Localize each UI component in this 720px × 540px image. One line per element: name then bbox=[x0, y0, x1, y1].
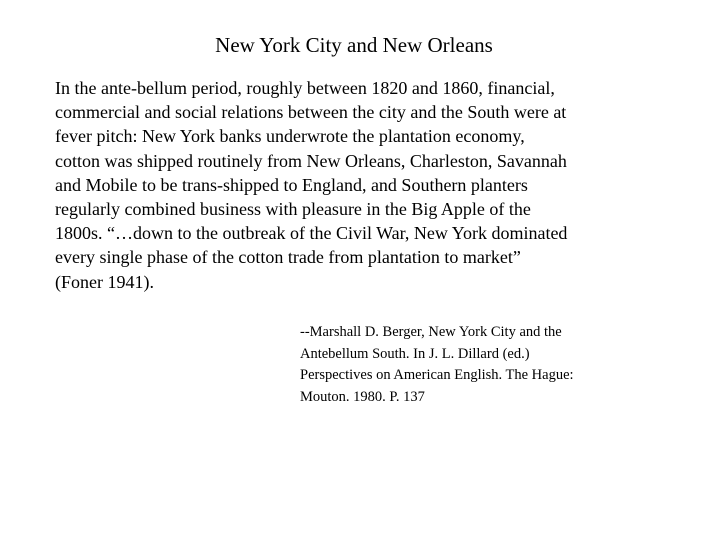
body-paragraph bbox=[55, 76, 655, 294]
citation-line: Perspectives on American English. The Hague: bbox=[300, 367, 574, 383]
body-line: commercial and social relations between the city and the South were at bbox=[55, 102, 567, 123]
body-line: and Mobile to be trans-shipped to England, and Southern planters bbox=[55, 174, 528, 195]
body-line: every single phase of the cotton trade from plantation to market” bbox=[55, 247, 521, 268]
citation-line: Antebellum South. In J. L. Dillard (ed.) bbox=[300, 345, 530, 362]
body-line: 1800s. “…down to the outbreak of the Civil War, New York dominated bbox=[55, 223, 568, 244]
citation-line: Mouton. 1980. P. 137 bbox=[300, 388, 425, 405]
body-line: cotton was shipped routinely from New Orleans, Charleston, Savannah bbox=[55, 150, 567, 171]
body-line: (Foner 1941). bbox=[55, 271, 154, 292]
citation-line: --Marshall D. Berger, New York City and the bbox=[300, 324, 562, 340]
body-line: fever pitch: New York banks underwrote the plantation economy, bbox=[55, 126, 525, 147]
body-line: In the ante-bellum period, roughly between 1820 and 1860, financial, bbox=[55, 78, 555, 98]
slide-title: New York City and New Orleans bbox=[215, 33, 493, 57]
body-line: regularly combined business with pleasure in the Big Apple of the bbox=[55, 199, 531, 220]
citation bbox=[300, 322, 640, 408]
